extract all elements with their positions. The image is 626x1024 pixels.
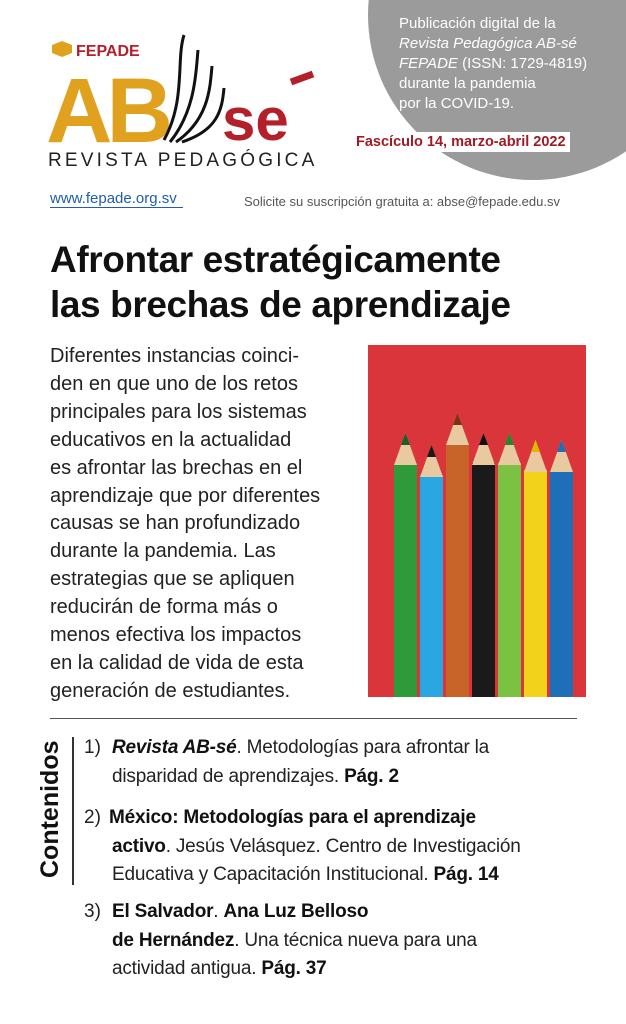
contents-item-1[interactable] xyxy=(112,734,612,791)
pub-line: FEPADE xyxy=(399,55,458,72)
item-title: activo xyxy=(112,835,166,857)
contents-item-2[interactable] xyxy=(109,804,609,890)
pencil xyxy=(550,470,573,697)
pencil xyxy=(446,443,469,697)
item-title: El Salvador xyxy=(112,901,214,922)
body-line: educativos en la actualidad xyxy=(50,428,292,451)
divider xyxy=(50,718,577,719)
contents-divider xyxy=(72,737,74,885)
item-text: Educativa y Capacitación Institucional. xyxy=(112,864,434,885)
website-link[interactable]: www.fepade.org.sv xyxy=(50,190,183,208)
item-text: . Una técnica nueva para una xyxy=(234,929,477,951)
item-page: Pág. 14 xyxy=(433,864,499,885)
item-text: disparidad de aprendizajes. xyxy=(112,765,345,787)
body-line: aprendizaje que por diferentes xyxy=(50,484,321,507)
body-line: Diferentes instancias coinci- xyxy=(50,345,299,367)
svg-text:se: se xyxy=(222,86,289,153)
svg-text:AB: AB xyxy=(46,60,167,162)
body-line: den en que uno de los retos xyxy=(50,372,298,395)
body-line: es afrontar las brechas en el xyxy=(50,456,303,479)
pub-line: por la COVID-19. xyxy=(399,95,515,112)
pencil xyxy=(472,463,495,697)
item-title: Revista AB-sé xyxy=(112,737,237,758)
body-line: en la calidad de vida de esta xyxy=(50,651,304,674)
pub-line: Publicación digital de la xyxy=(399,15,556,32)
pencil xyxy=(420,475,443,697)
body-line: generación de estudiantes. xyxy=(50,679,291,702)
abse-logo xyxy=(46,30,316,170)
contents-item-3[interactable] xyxy=(112,898,612,984)
item-page: Pág. 2 xyxy=(344,765,399,787)
issue-label: Fascículo 14, marzo-abril 2022 xyxy=(352,132,570,152)
item-number: 3) xyxy=(84,901,101,922)
pub-line: durante la pandemia xyxy=(399,75,536,92)
article-title xyxy=(50,237,610,327)
colored-pencils-photo xyxy=(368,345,586,697)
item-text: . Metodologías para afrontar la xyxy=(236,737,490,758)
body-line: principales para los sistemas xyxy=(50,400,307,423)
item-author: de Hernández xyxy=(112,929,235,951)
body-line: causas se han profundizado xyxy=(50,512,301,535)
pencil xyxy=(498,463,521,697)
item-author: Ana Luz Belloso xyxy=(223,901,369,922)
item-page: Pág. 37 xyxy=(261,958,327,979)
item-text: actividad antigua. xyxy=(112,958,262,979)
body-line: estrategias que se apliquen xyxy=(50,568,295,591)
svg-text:FEPADE: FEPADE xyxy=(76,43,140,60)
article-body xyxy=(50,343,362,706)
pub-line: (ISSN: 1729-4819) xyxy=(457,55,588,72)
title-line: Afrontar estratégicamente xyxy=(50,239,501,280)
pencil xyxy=(394,463,417,697)
body-line: menos efectiva los impactos xyxy=(50,624,302,647)
pencil xyxy=(524,470,547,697)
pub-line: Revista Pedagógica AB-sé xyxy=(399,35,577,52)
logo-subtitle: REVISTA PEDAGÓGICA xyxy=(48,150,318,171)
body-line: durante la pandemia. Las xyxy=(50,540,276,563)
body-line: reducirán de forma más o xyxy=(50,596,278,619)
contents-heading: Contenidos xyxy=(36,740,64,878)
item-title: México: Metodologías para el aprendizaje xyxy=(109,807,476,828)
title-line: las brechas de aprendizaje xyxy=(50,284,511,325)
publication-note xyxy=(399,14,587,114)
item-text: . xyxy=(213,901,224,922)
item-text: . Jesús Velásquez. Centro de Investigación xyxy=(165,835,521,857)
item-number: 1) xyxy=(84,737,101,758)
item-number: 2) xyxy=(84,807,101,828)
subscription-note: Solicite su suscripción gratuita a: abse@fepade.edu.sv xyxy=(244,194,560,209)
